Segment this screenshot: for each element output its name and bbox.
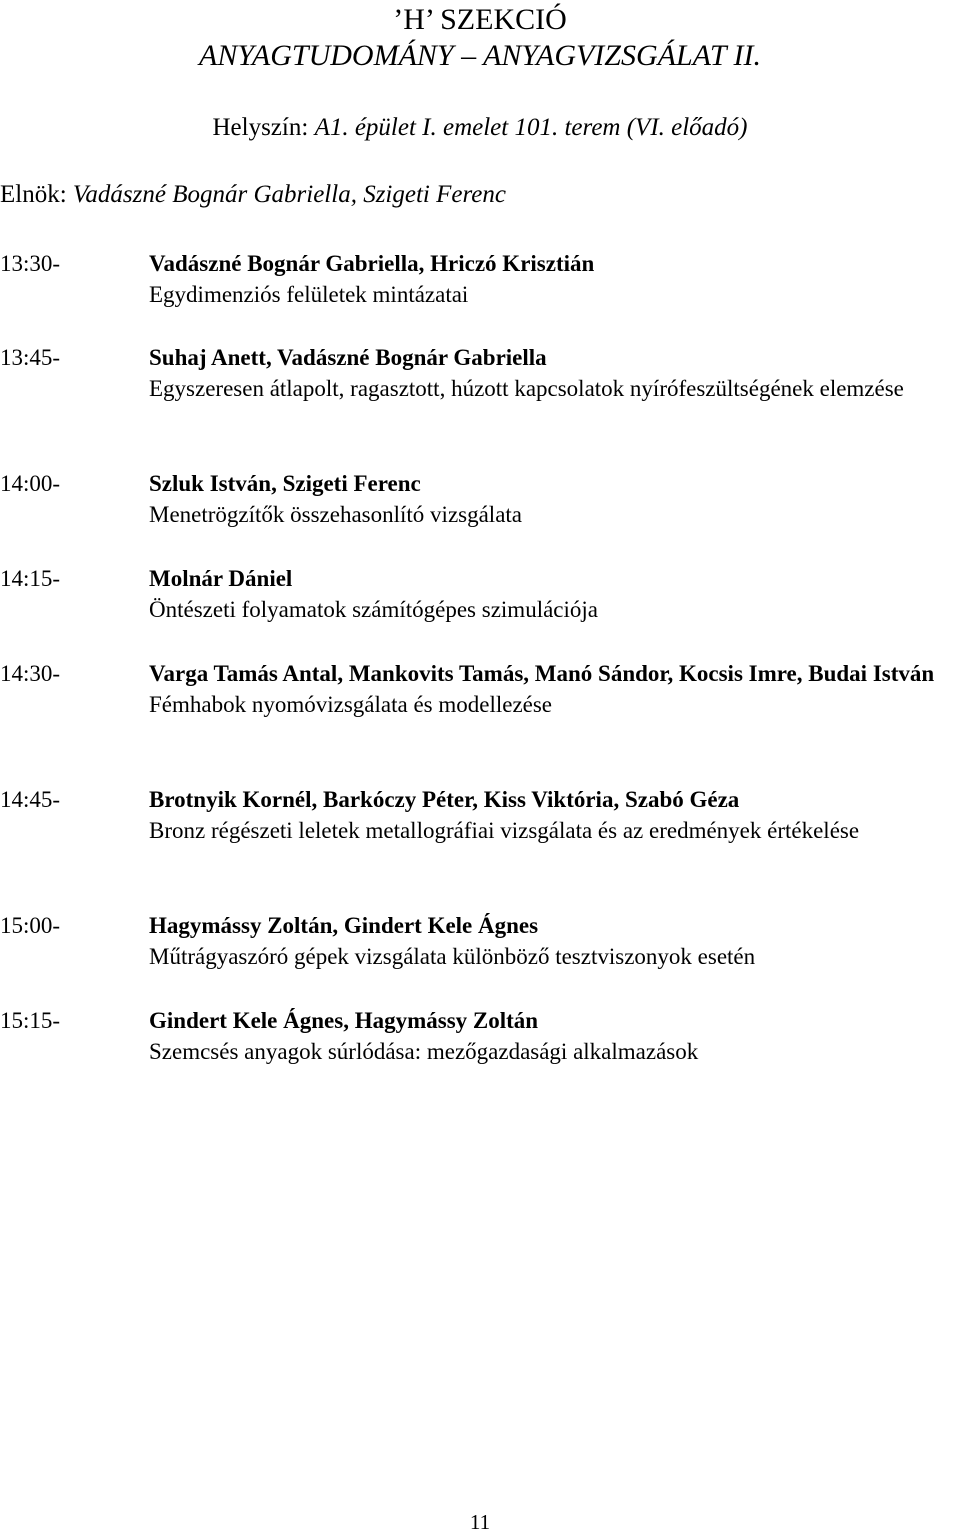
talk-time: 13:45- [0,345,61,370]
talk-title: Egydimenziós felületek mintázatai [149,282,469,307]
talk-authors: Hagymássy Zoltán, Gindert Kele Ágnes [149,913,539,938]
talk-time: 15:15- [0,1008,61,1033]
talk-authors: Gindert Kele Ágnes, Hagymássy Zoltán [149,1008,539,1033]
talk-authors: Szluk István, Szigeti Ferenc [149,471,421,496]
talk-authors: Molnár Dániel [149,566,293,591]
talk-title: Fémhabok nyomóvizsgálata és modellezése [149,692,553,717]
venue-line [0,113,960,143]
talk-time: 13:30- [0,251,61,276]
talk-authors: Varga Tamás Antal, Mankovits Tamás, Manó Sándor, Kocsis Imre, Budai István [149,661,935,686]
talk-title: Öntészeti folyamatok számítógépes szimulációja [149,597,598,622]
chair-label: Elnök: [0,181,67,208]
talk-authors: Suhaj Anett, Vadászné Bognár Gabriella [149,345,547,370]
venue-value: A1. épület I. emelet 101. terem (VI. előadó) [314,114,748,141]
talk-time: 14:15- [0,566,61,591]
chair-value: Vadászné Bognár Gabriella, Szigeti Ferenc [72,181,506,208]
page-number: 11 [469,1510,491,1534]
section-subtitle: ANYAGTUDOMÁNY – ANYAGVIZSGÁLAT II. [199,39,761,72]
talk-time: 14:00- [0,471,61,496]
venue-label: Helyszín: [212,114,309,141]
talk-title: Műtrágyaszóró gépek vizsgálata különböző tesztviszonyok esetén [149,944,756,969]
talk-authors: Brotnyik Kornél, Barkóczy Péter, Kiss Viktória, Szabó Géza [149,787,740,812]
talk-authors: Vadászné Bognár Gabriella, Hriczó Krisztián [149,251,595,276]
talk-title: Menetrögzítők összehasonlító vizsgálata [149,502,523,527]
talk-title: Egyszeresen átlapolt, ragasztott, húzott kapcsolatok nyírófeszültségének elemzése [149,376,904,401]
talk-title: Bronz régészeti leletek metallográfiai vizsgálata és az eredmények értékelése [149,818,860,843]
talk-time: 14:30- [0,661,61,686]
section-title: ’H’ SZEKCIÓ [393,3,567,36]
talk-time: 15:00- [0,913,61,938]
talk-time: 14:45- [0,787,61,812]
talk-title: Szemcsés anyagok súrlódása: mezőgazdasági alkalmazások [149,1039,699,1064]
chair-line [0,180,506,210]
